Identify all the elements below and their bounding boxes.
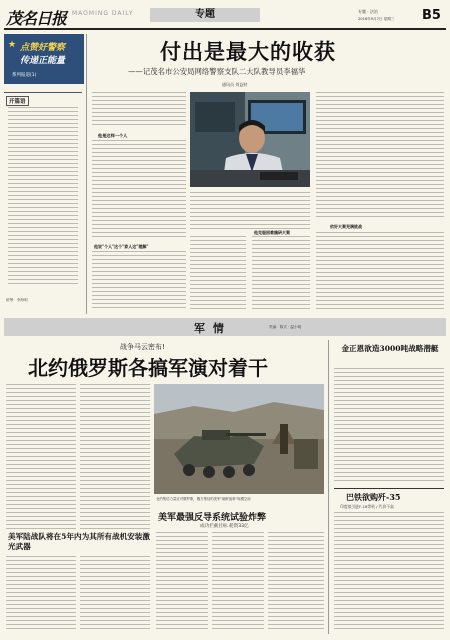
subhead-1: 他是这样一个人 <box>98 133 128 138</box>
right-story2-deck: 印度拟引进F-18等机 / 代价不高 <box>340 504 394 509</box>
story2-text-col2 <box>212 532 264 632</box>
military-band-label: 军 情 <box>194 322 226 335</box>
page-number: B5 <box>422 8 441 23</box>
military-editor-line: 责编：陈式 · 温小明 <box>269 325 302 329</box>
masthead-logo-sub: MAOMING DAILY <box>72 10 134 17</box>
feature-headline: 付出是最大的收获 <box>160 39 336 64</box>
story2-deck: 成功拦截目标 耗资33亿 <box>200 524 249 529</box>
guide-title: 开篇语 <box>6 96 29 106</box>
subhead-2: 他说"个人"这个"家人这"理解" <box>94 244 149 249</box>
star-icon: ★ <box>8 40 17 50</box>
military-kicker: 战争马云密布! <box>120 343 165 351</box>
feature-col4-text <box>316 92 444 220</box>
right-story2-text <box>334 512 444 632</box>
military-photo-art <box>154 384 324 494</box>
guide-box <box>4 92 82 283</box>
story3-text-col1 <box>6 556 76 632</box>
feature-col3-text <box>252 236 310 312</box>
military-photo <box>154 384 324 494</box>
right-col-divider <box>328 340 329 634</box>
edition-line: 专题 · 法治 <box>358 9 378 14</box>
story2-text-col3 <box>268 532 324 632</box>
military-col1-text <box>6 384 76 530</box>
editor-line-top: 统筹：李海明 <box>6 298 28 302</box>
story3-headline: 美军陆战队将在5年内为其所有战机安装激光武器 <box>8 532 150 551</box>
subhead-4: 依好大案充满挑战 <box>330 224 362 229</box>
military-headline: 北约俄罗斯各搞军演对着干 <box>28 356 268 380</box>
story2-text-col1 <box>156 532 208 632</box>
feature-col1-text-2 <box>92 140 186 240</box>
subhead-3: 他克服困难搞研大案 <box>254 230 290 235</box>
banner-line1: 点赞好警察 <box>20 43 66 53</box>
masthead-logo: 茂名日报 <box>6 9 67 28</box>
military-col2-text <box>80 384 150 530</box>
story3-text-col2 <box>80 556 150 632</box>
military-photo-caption: 北约集结力量应对俄罗斯，俄方集结的美军"朝鲜战事"规模空前 <box>156 497 251 501</box>
right-story1-text <box>334 368 444 484</box>
officer-photo-art <box>190 92 310 187</box>
right-story1-headline: 金正恩欲造3000吨战略潜艇 <box>341 344 439 353</box>
series-number: (1) <box>30 73 37 78</box>
military-band <box>4 318 446 336</box>
series-label <box>12 72 36 78</box>
officer-photo <box>190 92 310 187</box>
feature-col1-text-3 <box>92 251 186 311</box>
guide-body-text <box>8 107 78 287</box>
date-line: 2016年9月7日 星期三 <box>358 17 395 21</box>
story2-headline: 美军最强反导系统试验炸弊 <box>158 513 267 523</box>
feature-col4-text-2 <box>316 232 444 312</box>
masthead <box>0 0 450 30</box>
feature-byline: 通讯员 刘益财 <box>222 82 248 87</box>
feature-col2-text <box>190 192 310 230</box>
masthead-rule <box>4 28 446 30</box>
feature-col2-text-2 <box>190 236 246 312</box>
banner-line2: 传递正能量 <box>20 56 66 66</box>
feature-col1-text <box>92 92 186 128</box>
right-story-rule <box>334 488 444 489</box>
sidebar-divider <box>86 34 87 314</box>
series-label-text: 系列报道 <box>12 73 30 78</box>
right-story2-headline: 巴铁欲购歼-35 <box>346 492 401 502</box>
top-section-band: 专题 <box>150 8 260 22</box>
feature-subheadline: ——记茂名市公安局网络警察支队二大队教导员李福华 <box>128 67 306 76</box>
